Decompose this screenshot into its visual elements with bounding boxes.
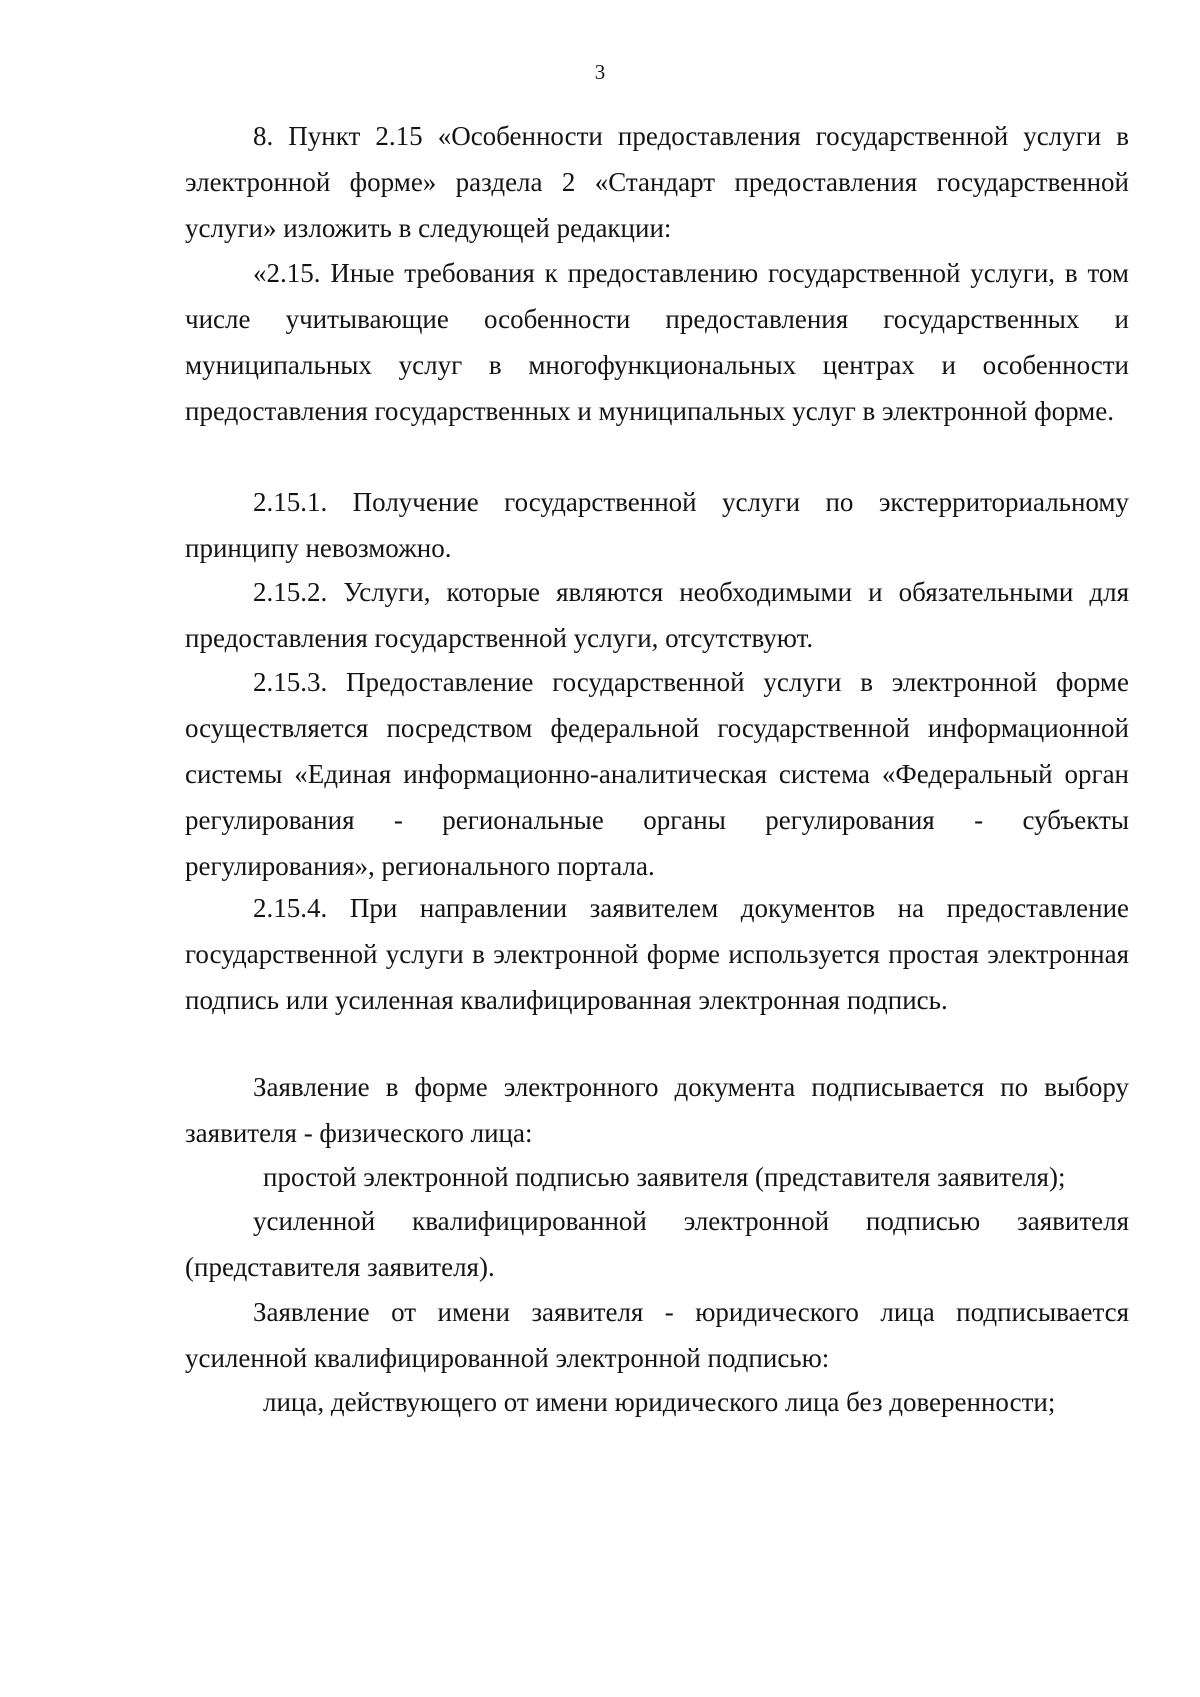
paragraph-legal-entity-signature: Заявление от имени заявителя - юридического лица подписывается усиленной квалифицированной электронной подписью: xyxy=(185,1297,1129,1373)
page-number: 3 xyxy=(594,60,606,84)
paragraph-2-15-3: 2.15.3. Предоставление государственной услуги в электронной форме осуществляется посредством федеральной государственной информационной системы «Единая информационно-аналитическая система «Федеральный орган регулирования - региональные органы регулирования - субъекты регулирования», регионального портала. xyxy=(185,667,1129,881)
paragraph-2-15-4: 2.15.4. При направлении заявителем документов на предоставление государственной услуги в электронной форме используется простая электронная подпись или усиленная квалифицированная электронная подпись. xyxy=(185,893,1129,1015)
list-item-simple-signature: простой электронной подписью заявителя (представителя заявителя); xyxy=(263,1162,1066,1192)
paragraph-individual-signature: Заявление в форме электронного документа подписывается по выбору заявителя - физического лица: xyxy=(185,1072,1129,1148)
list-item-qualified-signature: усиленной квалифицированной электронной подписью заявителя (представителя заявителя). xyxy=(185,1206,1129,1282)
paragraph-item-8-amendment: 8. Пункт 2.15 «Особенности предоставления государственной услуги в электронной форме» раздела 2 «Стандарт предоставления государственной услуги» изложить в следующей редакции: xyxy=(185,121,1129,243)
list-item-without-power-of-attorney: лица, действующего от имени юридического лица без доверенности; xyxy=(263,1387,1056,1417)
paragraph-2-15-1: 2.15.1. Получение государственной услуги по экстерриториальному принципу невозможно. xyxy=(185,487,1129,563)
paragraph-2-15-2: 2.15.2. Услуги, которые являются необходимыми и обязательными для предоставления государственной услуги, отсутствуют. xyxy=(185,577,1129,653)
paragraph-2-15-heading: «2.15. Иные требования к предоставлению государственной услуги, в том числе учитывающие особенности предоставления государственных и муниципальных услуг в многофункциональных центрах и особенности предоставления государственных и муниципальных услуг в электронной форме. xyxy=(185,258,1129,426)
